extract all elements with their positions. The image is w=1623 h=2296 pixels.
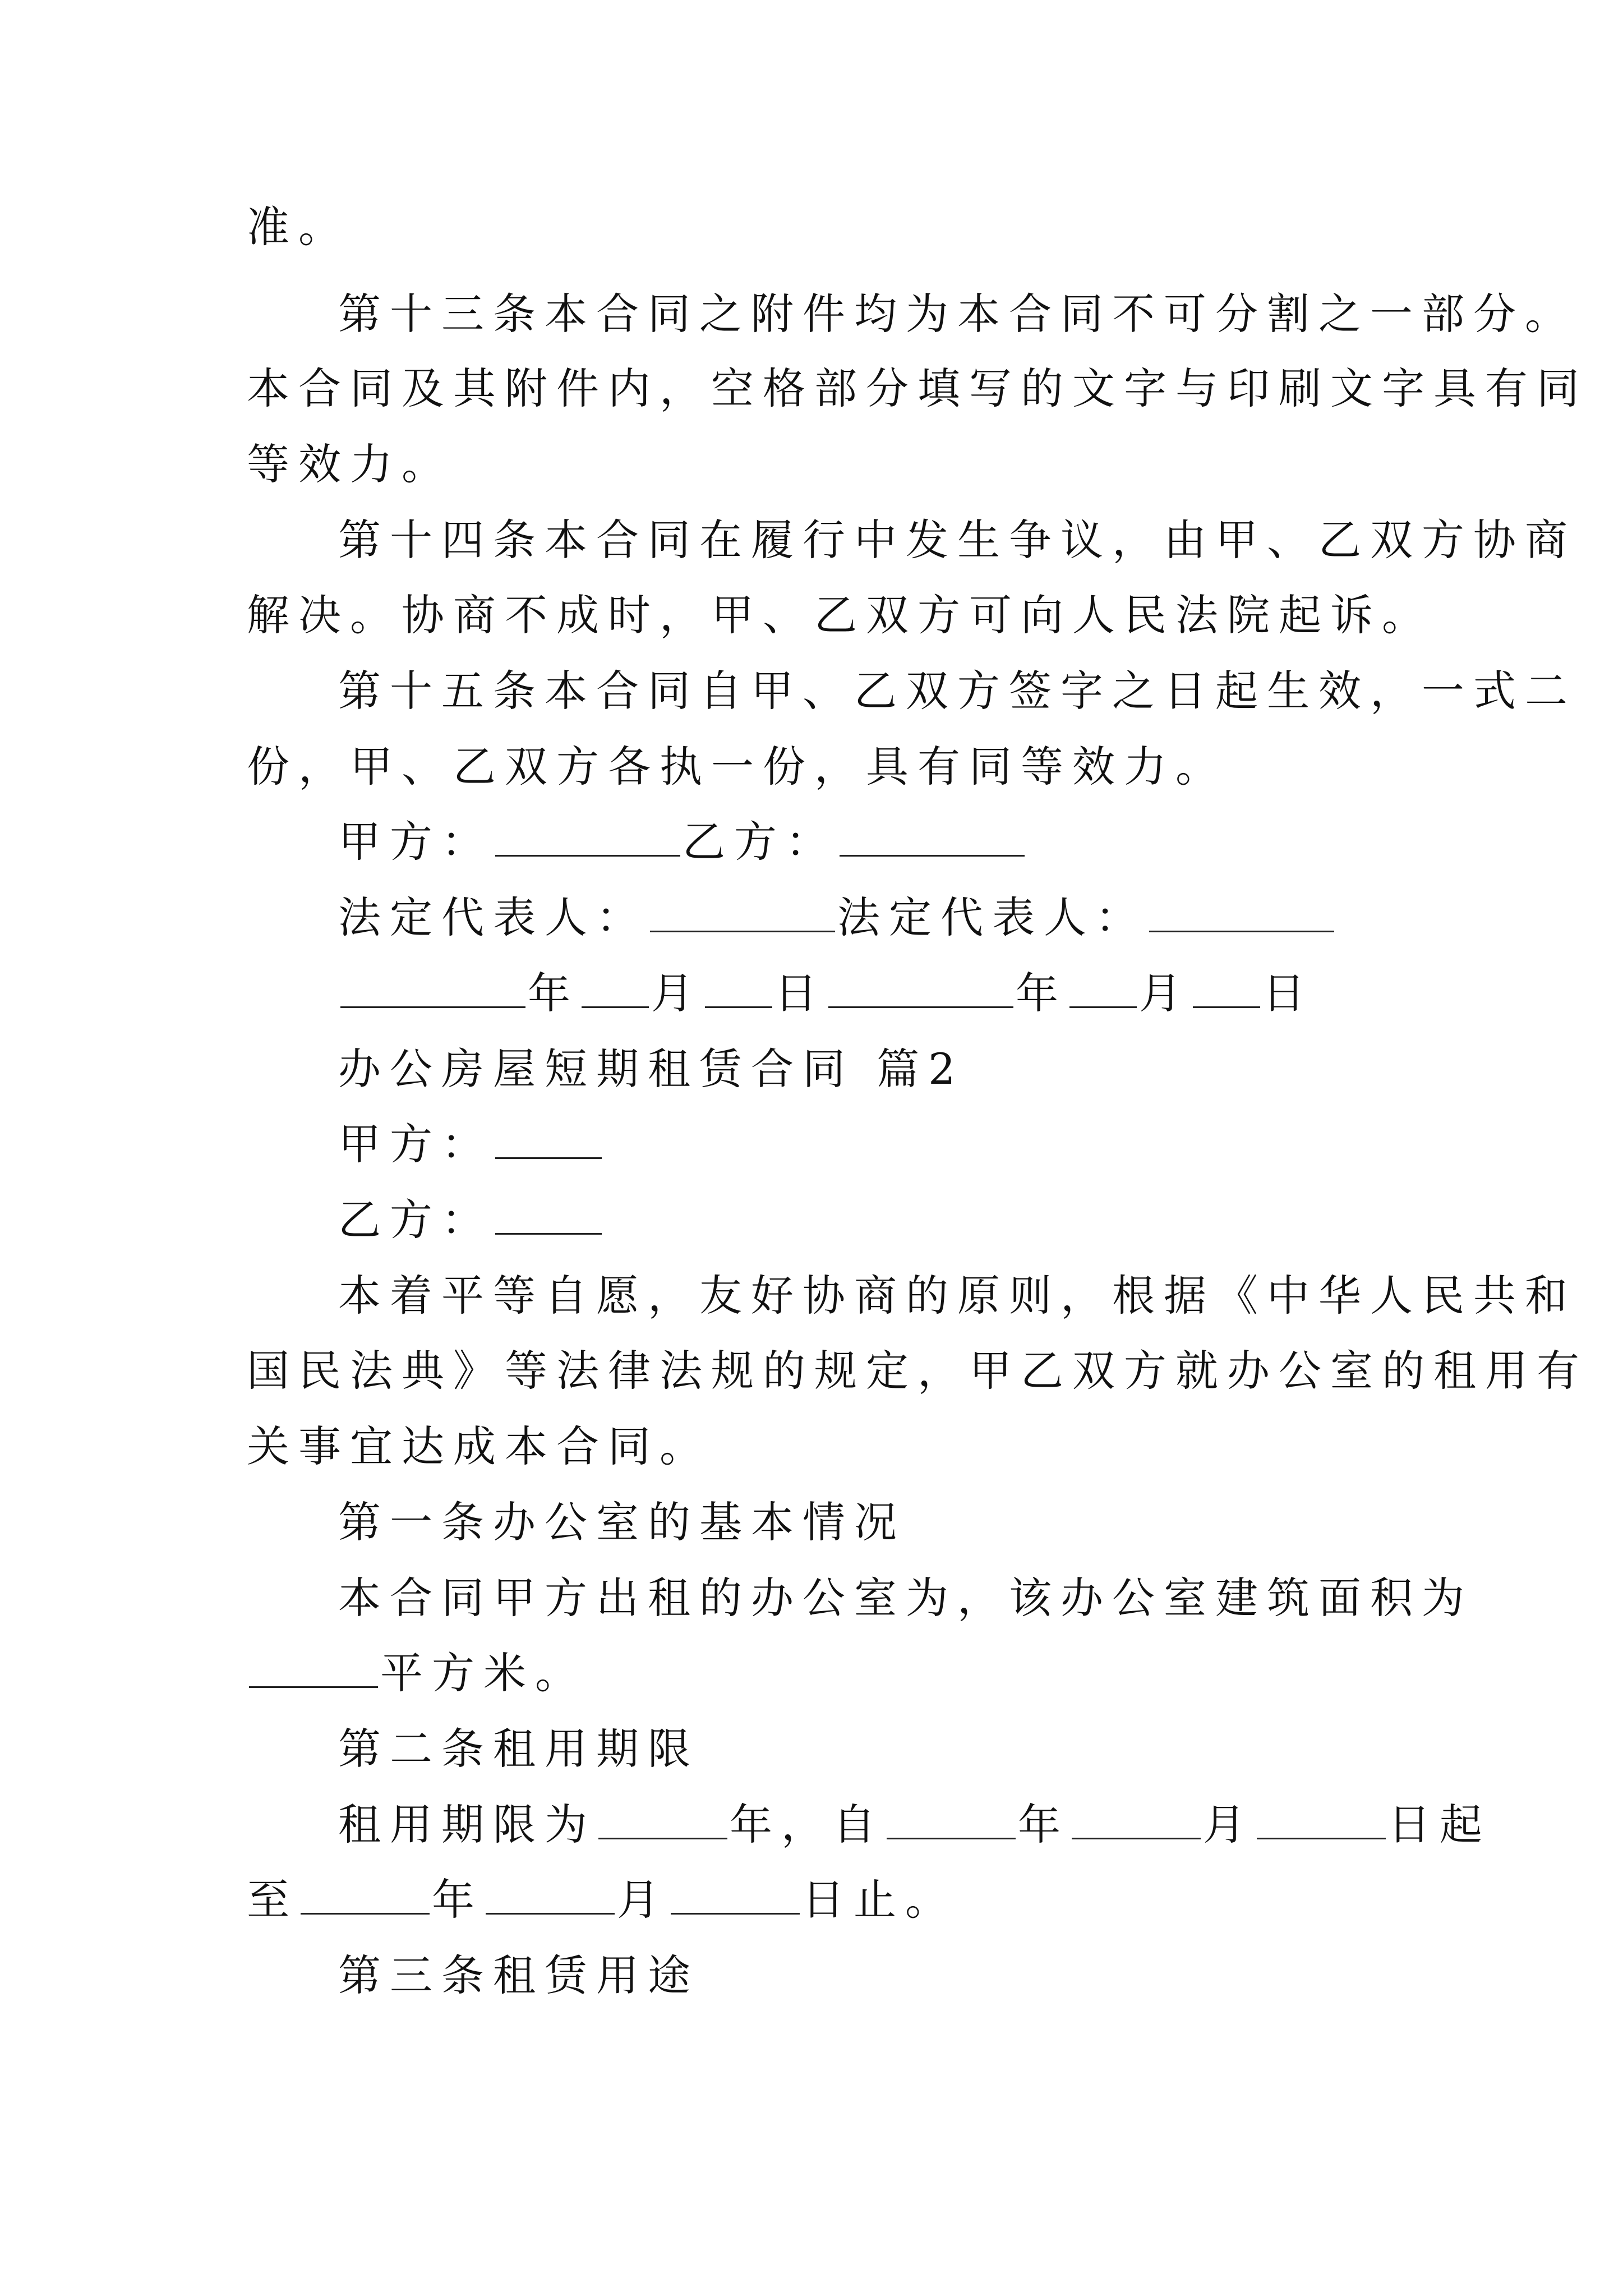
article-1-heading: 第一条办公室的基本情况 [338, 1497, 906, 1547]
paragraph-line: 解决。协商不成时，甲、乙双方可向人民法院起诉。 [247, 590, 1433, 640]
lease-term-label: 租用期限为 [338, 1800, 596, 1849]
start-day-blank[interactable] [1257, 1804, 1386, 1839]
month-label: 月 [1139, 968, 1191, 1018]
area-blank[interactable] [249, 1653, 378, 1688]
paragraph-line: 关事宜达成本合同。 [247, 1421, 711, 1471]
party-b-blank[interactable] [840, 821, 1025, 857]
paragraph-line: 准。 [247, 202, 350, 252]
party-a-label: 甲方： [338, 1119, 493, 1169]
paragraph-line: 国民法典》等法律法规的规定，甲乙双方就办公室的租用有 [247, 1346, 1588, 1396]
party-a-representative-blank[interactable] [650, 897, 835, 932]
article-15-line: 第十五条本合同自甲、乙双方签字之日起生效，一式二 [338, 666, 1576, 716]
month-label: 月 [617, 1875, 668, 1925]
to-label: 至 [247, 1875, 298, 1925]
end-month-blank[interactable] [486, 1879, 615, 1915]
party-a-representative-label: 法定代表人： [338, 892, 648, 942]
article-2-heading: 第二条租用期限 [338, 1724, 699, 1774]
party-b-line [338, 1192, 604, 1248]
paragraph-line: 本合同甲方出租的办公室为，该办公室建筑面积为 [338, 1573, 1473, 1623]
party-a-label: 甲方： [338, 817, 493, 867]
article-14-line: 第十四条本合同在履行中发生争议，由甲、乙双方协商 [338, 515, 1576, 565]
year-label: 年 [1018, 1800, 1069, 1849]
article-13-line: 第十三条本合同之附件均为本合同不可分割之一部分。 [338, 289, 1576, 339]
year-label: 年 [528, 968, 579, 1018]
month-label: 月 [1203, 1800, 1255, 1849]
end-year-blank[interactable] [301, 1879, 430, 1915]
year-label: 年 [1016, 968, 1067, 1018]
party-b-blank[interactable] [495, 1199, 602, 1235]
party-b-label: 乙方： [683, 817, 837, 867]
start-month-blank[interactable] [1072, 1804, 1201, 1839]
day-label: 日起 [1388, 1800, 1491, 1849]
month-blank[interactable] [1069, 973, 1137, 1008]
year-label: 年 [432, 1875, 483, 1925]
year-blank[interactable] [340, 973, 525, 1008]
paragraph-line: 份，甲、乙双方各执一份，具有同等效力。 [247, 742, 1227, 792]
party-a-blank[interactable] [495, 821, 680, 857]
party-b-label: 乙方： [338, 1195, 493, 1245]
day-label: 日 [774, 968, 826, 1018]
day-blank[interactable] [1193, 973, 1260, 1008]
month-blank[interactable] [582, 973, 649, 1008]
area-unit: 平方米。 [380, 1648, 587, 1698]
lease-end-line [247, 1872, 957, 1928]
term-years-unit: 年，自 [730, 1800, 884, 1849]
term-years-blank[interactable] [598, 1804, 727, 1839]
party-b-representative-label: 法定代表人： [837, 892, 1147, 942]
legal-representative-line [338, 890, 1336, 946]
day-label: 日止。 [802, 1875, 957, 1925]
year-blank[interactable] [828, 973, 1013, 1008]
party-a-line [338, 1116, 604, 1172]
signature-party-line [338, 814, 1027, 870]
preamble-line: 本着平等自愿，友好协商的原则，根据《中华人民共和 [338, 1271, 1576, 1320]
party-b-representative-blank[interactable] [1149, 897, 1334, 932]
month-label: 月 [651, 968, 703, 1018]
area-line [247, 1645, 587, 1701]
contract-heading: 办公房屋短期租赁合同 篇2 [338, 1044, 965, 1094]
party-a-blank[interactable] [495, 1124, 602, 1159]
end-day-blank[interactable] [671, 1879, 800, 1915]
signing-date-line [338, 965, 1314, 1022]
lease-term-line [338, 1797, 1491, 1853]
article-3-heading: 第三条租赁用途 [338, 1950, 699, 2000]
day-blank[interactable] [705, 973, 772, 1008]
day-label: 日 [1262, 968, 1314, 1018]
paragraph-line: 等效力。 [247, 439, 453, 489]
paragraph-line: 本合同及其附件内，空格部分填写的文字与印刷文字具有同 [247, 364, 1588, 413]
start-year-blank[interactable] [887, 1804, 1016, 1839]
